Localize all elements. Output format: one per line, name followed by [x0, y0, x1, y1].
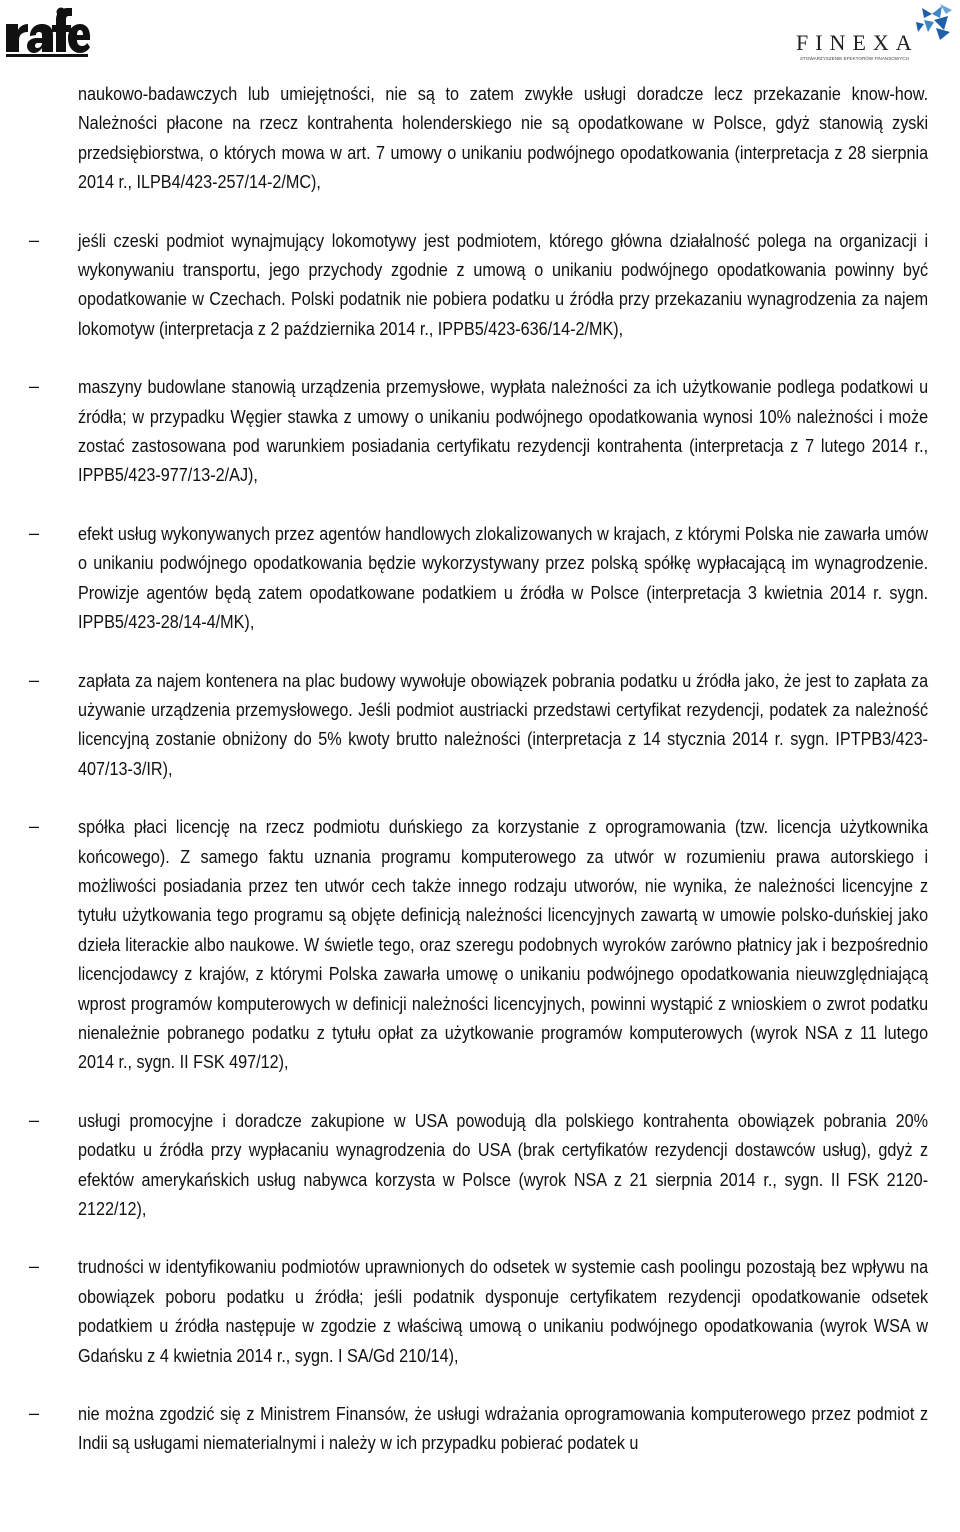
bullet-text: maszyny budowlane stanowią urządzenia przemysłowe, wypłata należności za ich użytkowanie podlega podatkowi u źródła; w przypadku Węgier stawka z umowy o unikaniu podwójnego opodatkowania wynosi 10% należności i może zostać zastosowana pod warunkiem posiadania certyfikatu rezydencji kontrahenta (interpretacja z 7 lutego 2014 r., IPPB5/423-977/13-2/AJ), — [78, 376, 929, 486]
finexa-logo-graphic — [794, 2, 954, 64]
bullet-dash: – — [28, 522, 39, 543]
rafei-logo — [4, 2, 90, 62]
bullet-dash: – — [28, 669, 39, 690]
bullet-dash: – — [28, 1256, 39, 1277]
intro-paragraph: naukowo-badawczych lub umiejętności, nie są to zatem zwykłe usługi doradcze lecz przekazanie know-how. Należności płacone na rzecz kontrahenta holenderskiego nie są opodatkowane w Polsce, gdyż stanowią zyski przedsiębiorstwa, o których mowa w art. 7 umowy o unikaniu podwójnego opodatkowania (interpretacja z 28 sierpnia 2014 r., ILPB4/423-257/14-2/MC), — [78, 83, 929, 193]
bullet-text: trudności w identyfikowaniu podmiotów uprawnionych do odsetek w systemie cash poolingu pozostają bez wpływu na obowiązek poboru podatku u źródła; jeśli podatnik dysponuje certyfikatem rezydencji opodatkowanie odsetek podatkiem u źródła następuje w zgodzie z właściwą umową o unikaniu podwójnego opodatkowania (wyrok WSA w Gdańsku z 4 kwietnia 2014 r., sygn. I SA/Gd 210/14), — [78, 1256, 929, 1366]
bullet-text: zapłata za najem kontenera na plac budowy wywołuje obowiązek pobrania podatku u źródła jako, że jest to zapłata za używanie urządzenia przemysłowego. Jeśli podmiot austriacki przedstawi certyfikat rezydencji, podatek za należność licencyjną zostanie obniżony do 5% kwoty brutto należności (interpretacja z 14 stycznia 2014 r. sygn. IPTPB3/423-407/13-3/IR), — [78, 669, 929, 779]
bullet-dash: – — [28, 1403, 39, 1424]
bullet-dash: – — [28, 229, 39, 250]
bullet-dash: – — [28, 376, 39, 397]
bullet-text: jeśli czeski podmiot wynajmujący lokomotywy jest podmiotem, którego główna działalność polega na organizacji i wykonywaniu transportu, jego przychody zgodnie z umową o unikaniu podwójnego opodatkowania powinny być opodatkowanie w Czechach. Polski podatnik nie pobiera podatku u źródła przy przekazaniu wynagrodzenia za najem lokomotyw (interpretacja z 2 października 2014 r., IPPB5/423-636/14-2/MK), — [78, 229, 929, 339]
bullet-item — [28, 519, 929, 637]
bullet-text: usługi promocyjne i doradcze zakupione w USA powodują dla polskiego kontrahenta obowiązek pobrania 20% podatku u źródła przy wypłacaniu wynagrodzenia do USA (brak certyfikatów rezydencji dostawców usług), gdyż z efektów amerykańskich usług nabywca korzysta w Polsce (wyrok NSA z 21 sierpnia 2014 r., sygn. II FSK 2120-2122/12), — [78, 1109, 929, 1219]
bullet-item — [28, 226, 929, 344]
bullet-text: spółka płaci licencję na rzecz podmiotu duńskiego za korzystanie z oprogramowania (tzw. licencja użytkownika końcowego). Z samego faktu uznania programu komputerowego za utwór w rozumieniu prawa autorskiego i możliwości posiadania przez ten utwór cech także innego rodzaju utworów, nie wynika, że należności licencyjne z tytułu użytkowania tego programu są objęte definicją należności licencyjnych zawartą w umowie polsko-duńskiej jako dzieła literackie albo naukowe. W świetle tego, oraz szeregu podobnych wyroków zarówno płatnicy jak i bezpośrednio licencjodawcy z krajów, z którymi Polska zawarła umowę o unikaniu podwójnego opodatkowania nieuwzględniającą wprost programów komputerowych w definicji należności licencyjnych, powinni wystąpić z wnioskiem o zwrot podatku nienależnie pobranego podatku z tytułu opłat za użytkowanie programów komputerowych (wyrok NSA z 11 lutego 2014 r., sygn. II FSK 497/12), — [78, 816, 929, 1073]
bullet-item — [28, 1252, 929, 1370]
bullet-dash: – — [28, 1109, 39, 1130]
page-header — [0, 0, 960, 70]
bullet-item — [28, 666, 929, 784]
document-body — [28, 79, 929, 1487]
rafei-logo-graphic — [4, 2, 90, 62]
finexa-logo — [794, 2, 954, 64]
bullet-text: efekt usług wykonywanych przez agentów handlowych zlokalizowanych w krajach, z którymi Polska nie zawarła umów o unikaniu podwójnego opodatkowania będzie wykorzystywany przez polską spółkę wypłacającą im wynagrodzenie. Prowizje agentów będą zatem opodatkowane podatkiem u źródła w Polsce (interpretacja 3 kwietnia 2014 r. sygn. IPPB5/423-28/14-4/MK), — [78, 522, 929, 633]
bullet-item — [28, 1399, 929, 1458]
bullet-text: nie można zgodzić się z Ministrem Finansów, że usługi wdrażania oprogramowania komputerowego przez podmiot z Indii są usługami niematerialnymi i należy w ich przypadku pobierać podatek u — [78, 1403, 929, 1454]
finexa-tagline: STOWARZYSZENIE EFEKTORÓW FINANSOWYCH — [800, 56, 909, 61]
bullet-dash: – — [28, 816, 39, 837]
bullet-item — [28, 372, 929, 490]
finexa-wordmark: FINEXA — [796, 30, 919, 55]
bullet-item — [28, 1106, 929, 1224]
bullet-item — [28, 812, 929, 1077]
bullet-list — [28, 226, 929, 1458]
